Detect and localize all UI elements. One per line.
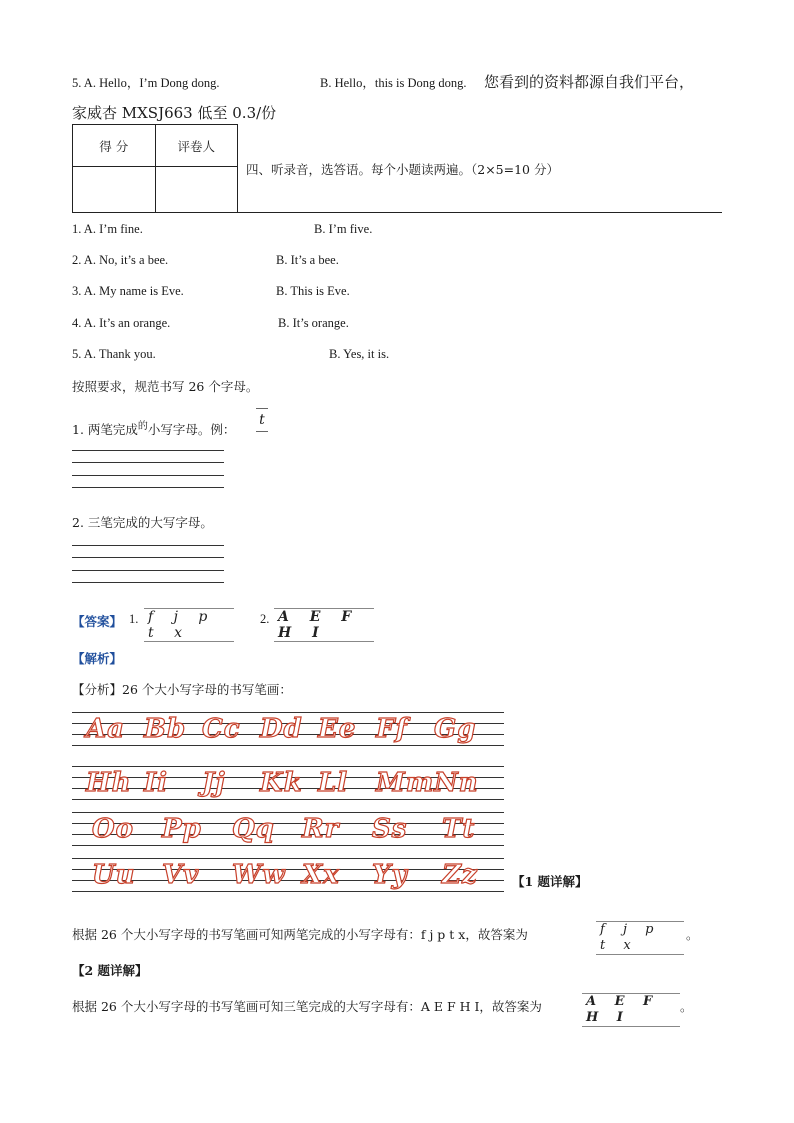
alphabet-letter-pair: Hh — [86, 768, 132, 798]
alphabet-letter-pair: Zz — [442, 860, 478, 890]
alphabet-letter-pair: Tt — [442, 814, 476, 844]
alphabet-letter-pair: Pp — [162, 814, 202, 844]
item-3-a: 3. A. My name is Eve. — [72, 284, 184, 298]
item-3-b: B. This is Eve. — [276, 284, 350, 298]
grader-cell — [155, 167, 238, 213]
analysis-label: 【解析】 — [72, 651, 123, 666]
q1-detail-label: 【1 题详解】 — [512, 874, 588, 889]
example-letter: t — [256, 408, 268, 432]
answer-1-handwriting: f j p t x — [144, 608, 234, 642]
answer-2-handwriting: A E F H I — [274, 608, 374, 642]
promo-text: 您看到的资料都源自我们平台， — [484, 73, 695, 91]
promo-text-2: 家威杏 MXSJ663 低至 0.3/份 — [72, 104, 277, 122]
alphabet-row — [72, 858, 504, 892]
writing-grid-2[interactable] — [72, 545, 224, 585]
score-cell — [73, 167, 156, 213]
alphabet-letter-pair: Ff — [376, 714, 408, 744]
alphabet-letter-pair: Uu — [92, 860, 136, 890]
question-5-option-a: 5. A. Hello，I’m Dong dong. — [72, 76, 220, 90]
item-5-a: 5. A. Thank you. — [72, 347, 156, 361]
score-table — [72, 124, 238, 213]
writing-q1-start: 1. 两笔完成 — [72, 422, 138, 438]
writing-q1 — [72, 417, 235, 438]
alphabet-letter-pair: Ww — [232, 860, 286, 890]
q2-detail-handwriting: A E F H I — [582, 993, 680, 1027]
writing-instruction: 按照要求，规范书写 26 个字母。 — [72, 379, 259, 394]
answer-1-number: 1. — [129, 612, 139, 626]
alphabet-letter-pair: Rr — [302, 814, 340, 844]
alphabet-letter-pair: Bb — [144, 714, 187, 744]
q2-detail-period: 。 — [680, 999, 693, 1014]
alphabet-row — [72, 712, 504, 746]
item-2-a: 2. A. No, it’s a bee. — [72, 253, 169, 267]
q1-detail-text: 根据 26 个大小写字母的书写笔画可知两笔完成的小写字母有：f j p t x，故答案为 — [72, 927, 528, 942]
alphabet-row — [72, 812, 504, 846]
alphabet-letter-pair: Cc — [202, 714, 241, 744]
section-4-heading: 四、听录音，选答语。每个小题读两遍。（2×5=10 分） — [246, 162, 559, 177]
alphabet-letter-pair: Gg — [434, 714, 477, 744]
q1-detail-period: 。 — [686, 927, 699, 942]
item-4-b: B. It’s orange. — [278, 316, 349, 330]
alphabet-letter-pair: Kk — [260, 768, 303, 798]
item-5-b: B. Yes, it is. — [329, 347, 390, 361]
answer-2-number: 2. — [260, 612, 270, 626]
alphabet-letter-pair: Ll — [318, 768, 349, 798]
item-4-a: 4. A. It’s an orange. — [72, 316, 171, 330]
score-header: 得 分 — [73, 125, 156, 167]
alphabet-letter-pair: Dd — [260, 714, 303, 744]
writing-q1-mid: 的 — [137, 421, 148, 432]
section-divider — [238, 212, 722, 213]
writing-grid-1[interactable] — [72, 450, 224, 490]
question-5-option-b: B. Hello，this is Dong dong. — [320, 76, 467, 90]
alphabet-letter-pair: Aa — [86, 714, 126, 744]
grader-header: 评卷人 — [155, 125, 238, 167]
alphabet-letter-pair: Mm — [376, 768, 435, 798]
alphabet-letter-pair: Nn — [434, 768, 479, 798]
alphabet-letter-pair: Ee — [318, 714, 357, 744]
alphabet-letter-pair: Vv — [162, 860, 200, 890]
q2-detail-label: 【2 题详解】 — [72, 963, 148, 978]
analysis-intro: 【分析】26 个大小写字母的书写笔画： — [72, 682, 292, 697]
alphabet-letter-pair: Qq — [232, 814, 275, 844]
q2-detail-text: 根据 26 个大小写字母的书写笔画可知三笔完成的大写字母有：A E F H I，故答案为 — [72, 999, 542, 1014]
item-1-a: 1. A. I’m fine. — [72, 222, 143, 236]
writing-q2: 2. 三笔完成的大写字母。 — [72, 515, 213, 530]
alphabet-letter-pair: Oo — [92, 814, 134, 844]
alphabet-letter-pair: Jj — [202, 768, 226, 798]
item-2-b: B. It’s a bee. — [276, 253, 339, 267]
writing-q1-end: 小写字母。例： — [147, 422, 236, 438]
alphabet-letter-pair: Xx — [302, 860, 340, 890]
alphabet-letter-pair: Yy — [372, 860, 408, 890]
alphabet-letter-pair: Ss — [372, 814, 408, 844]
item-1-b: B. I’m five. — [314, 222, 373, 236]
answer-label: 【答案】 — [72, 614, 123, 629]
alphabet-row — [72, 766, 504, 800]
alphabet-letter-pair: Ii — [144, 768, 169, 798]
q1-detail-handwriting: f j p t x — [596, 921, 684, 955]
